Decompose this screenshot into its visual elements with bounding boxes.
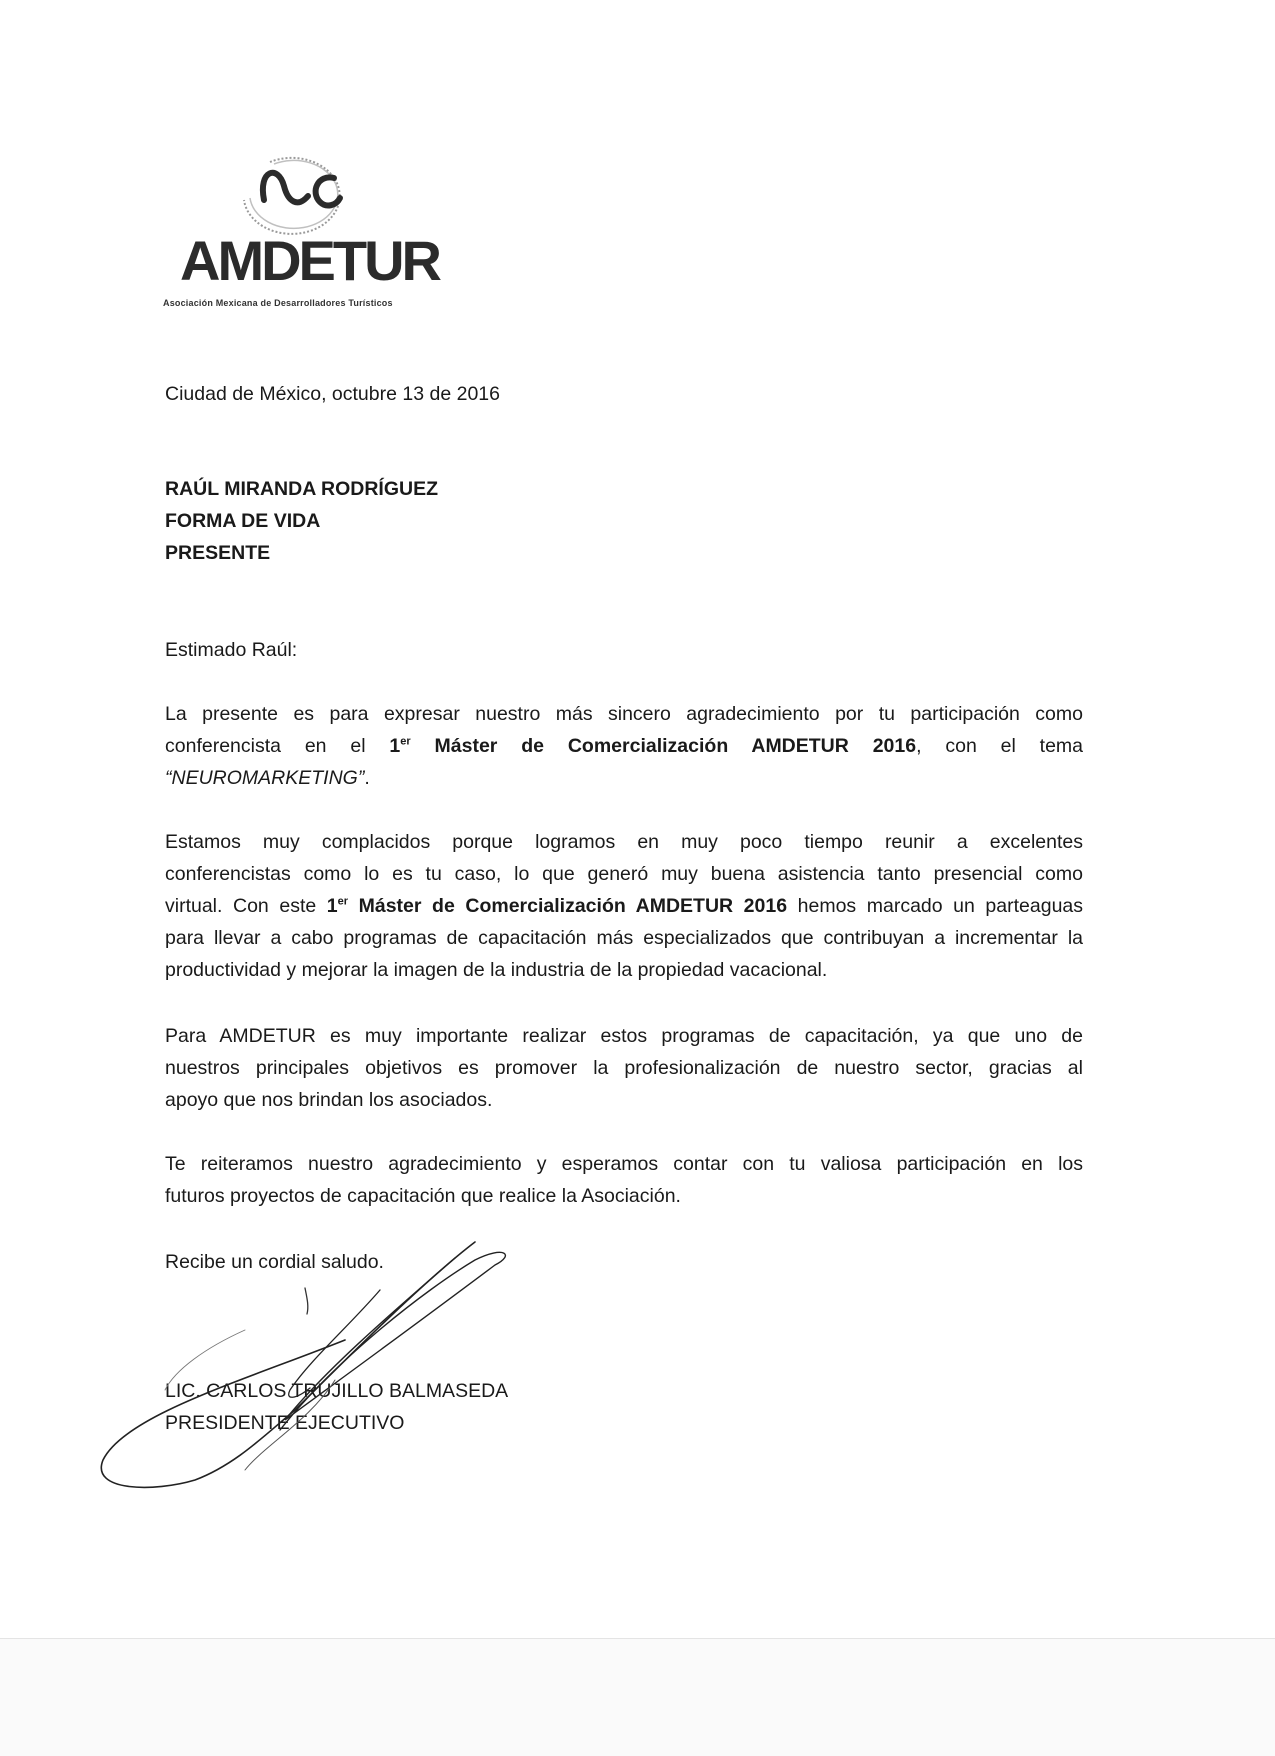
paragraph-3-line: Para AMDETUR es muy importante realizar estos programas de capacitación, ya que uno de [165, 1025, 1083, 1047]
text-span: virtual. Con este [165, 895, 317, 917]
signer-title: PRESIDENTE EJECUTIVO [165, 1412, 405, 1434]
closing: Recibe un cordial saludo. [165, 1251, 384, 1273]
paragraph-2-line: productividad y mejorar la imagen de la industria de la propiedad vacacional. [165, 959, 828, 981]
event-name: Máster de Comercialización AMDETUR 2016 [434, 735, 917, 757]
event-number: 1 [389, 735, 401, 757]
paragraph-1 [165, 698, 1083, 794]
event-suffix: er [400, 735, 411, 748]
recipient-presente: PRESENTE [165, 542, 271, 564]
recipient-name: RAÚL MIRANDA RODRÍGUEZ [165, 478, 438, 500]
paragraph-2-line [165, 890, 1083, 922]
paragraph-3-line: apoyo que nos brindan los asociados. [165, 1089, 493, 1111]
paragraph-4 [165, 1148, 1083, 1212]
paragraph-1-line [165, 762, 1083, 794]
text-span: , con el tema [916, 735, 1084, 757]
event-number: 1 [326, 895, 338, 917]
topic: “NEUROMARKETING” [165, 767, 365, 789]
text-span: conferencista en el [165, 735, 366, 757]
logo-tagline: Asociación Mexicana de Desarrolladores Turísticos [163, 298, 393, 308]
event-suffix: er [337, 895, 349, 908]
recipient-company: FORMA DE VIDA [165, 510, 321, 532]
paragraph-1-line [165, 730, 1083, 762]
event-name: Máster de Comercialización AMDETUR 2016 [358, 895, 788, 917]
paragraph-1-line: La presente es para expresar nuestro más sincero agradecimiento por tu participación como [165, 703, 1083, 725]
event-ordinal [389, 735, 410, 757]
amdetur-logo [158, 140, 448, 320]
paragraph-2 [165, 826, 1083, 986]
paragraph-3-line: nuestros principales objetivos es promover la profesionalización de nuestro sector, gracias al [165, 1057, 1083, 1079]
paragraph-2-line: Estamos muy complacidos porque logramos en muy poco tiempo reunir a excelentes [165, 831, 1083, 853]
paragraph-3 [165, 1020, 1083, 1116]
signer-name: LIC. CARLOS TRUJILLO BALMASEDA [165, 1380, 509, 1402]
paragraph-4-line: Te reiteramos nuestro agradecimiento y esperamos contar con tu valiosa participación en los [165, 1153, 1083, 1175]
page-bottom-edge [0, 1638, 1275, 1756]
event-ordinal [327, 895, 348, 917]
salutation: Estimado Raúl: [165, 639, 298, 661]
text-span: . [364, 767, 370, 789]
signer-block [165, 1375, 1083, 1439]
date-line: Ciudad de México, octubre 13 de 2016 [165, 383, 500, 405]
recipient-block [165, 473, 1083, 569]
text-span: hemos marcado un parteaguas [797, 895, 1084, 917]
paragraph-2-line: para llevar a cabo programas de capacitación más especializados que contribuyan a incrementar la [165, 927, 1083, 949]
amdetur-logo-mark [158, 140, 448, 300]
logo-wordmark: AMDETUR [180, 229, 439, 292]
paragraph-2-line: conferencistas como lo es tu caso, lo que generó muy buena asistencia tanto presencial como [165, 863, 1083, 885]
paragraph-4-line: futuros proyectos de capacitación que realice la Asociación. [165, 1185, 681, 1207]
